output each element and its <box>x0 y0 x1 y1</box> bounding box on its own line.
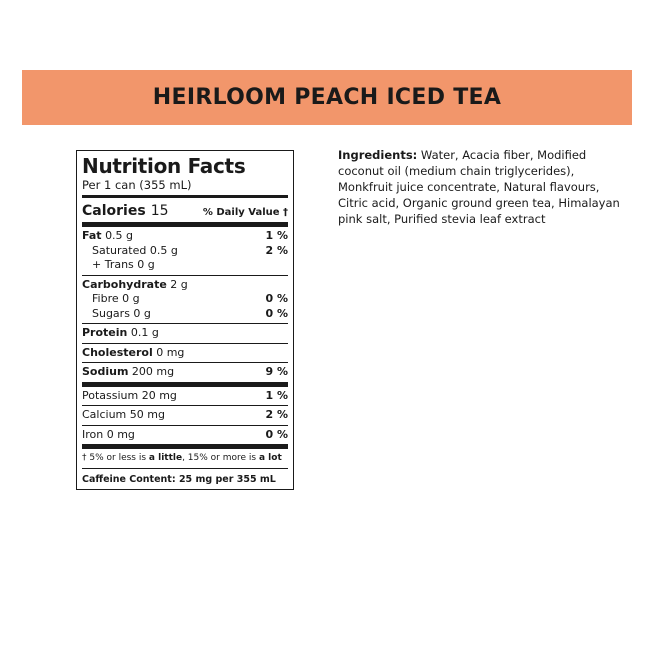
footnote-text: † 5% or less is <box>82 453 149 463</box>
footnote-little: a little <box>148 453 183 463</box>
cholesterol-amount: 0 mg <box>156 345 185 359</box>
sodium-pct: 9 % <box>265 365 288 378</box>
protein-amount: 0.1 g <box>130 326 159 339</box>
sodium-label: Sodium <box>82 365 129 378</box>
potassium-group <box>82 387 288 406</box>
trans-label: + Trans 0 g <box>92 258 155 271</box>
saturated-label: Saturated 0.5 g <box>92 243 178 257</box>
fibre-pct: 0 % <box>265 292 288 305</box>
fat-pct: 1 % <box>265 229 288 242</box>
calcium-pct: 2 % <box>265 408 288 421</box>
sugars-pct: 0 % <box>265 306 288 320</box>
ingredients-label: Ingredients: <box>338 148 418 162</box>
fat-amount: 0.5 g <box>105 229 134 242</box>
carb-label: Carbohydrate <box>82 277 167 291</box>
fibre-row <box>82 292 288 307</box>
caffeine-content: Caffeine Content: 25 mg per 355 mL <box>82 474 276 485</box>
trans-row <box>82 258 288 273</box>
cholesterol-label: Cholesterol <box>82 345 153 359</box>
cholesterol-row <box>82 346 288 361</box>
cholesterol-group <box>82 344 288 363</box>
footnote-text-mid: , 15% or more is <box>182 453 259 463</box>
ingredients-text: Water, Acacia fiber, Modified coconut oil (medium chain triglycerides), Monkfruit juice concentrate, Natural flavours, Citric acid, Organic ground green tea, Himalayan pink salt, Purified stevia leaf extract <box>338 148 620 226</box>
carb-amount: 2 g <box>170 277 188 291</box>
calcium-row <box>82 408 288 423</box>
serving-size: Per 1 can (355 mL) <box>82 178 192 192</box>
daily-value-header: % Daily Value † <box>202 207 288 218</box>
iron-group <box>82 426 288 445</box>
carb-row <box>82 278 288 293</box>
sodium-row <box>82 365 288 380</box>
calcium-label: Calcium 50 mg <box>82 408 165 421</box>
sugars-label: Sugars 0 g <box>92 306 151 320</box>
iron-label: Iron 0 mg <box>82 427 135 441</box>
product-title: HEIRLOOM PEACH ICED TEA <box>152 85 502 110</box>
sugars-row <box>82 307 288 322</box>
iron-pct: 0 % <box>265 427 288 441</box>
potassium-pct: 1 % <box>265 388 288 402</box>
sodium-group <box>82 363 288 382</box>
nutrition-facts-title: Nutrition Facts <box>82 154 246 178</box>
ingredients-block <box>338 147 628 227</box>
protein-label: Protein <box>82 326 128 339</box>
protein-row <box>82 326 288 341</box>
fat-row <box>82 229 288 244</box>
potassium-label: Potassium 20 mg <box>82 388 177 402</box>
daily-value-footnote <box>82 449 288 468</box>
calcium-group <box>82 406 288 425</box>
carb-group <box>82 276 288 324</box>
calories-value: 15 <box>150 203 169 219</box>
saturated-pct: 2 % <box>265 243 288 257</box>
nutrition-facts-table <box>76 150 294 490</box>
sodium-amount: 200 mg <box>131 365 175 378</box>
potassium-row <box>82 389 288 404</box>
protein-group <box>82 324 288 343</box>
fat-group <box>82 227 288 275</box>
fat-label: Fat <box>82 229 102 242</box>
fibre-label: Fibre 0 g <box>92 292 140 305</box>
calories-row <box>82 198 288 222</box>
calories-label: Calories <box>82 203 146 219</box>
saturated-row <box>82 244 288 259</box>
title-banner <box>22 70 632 125</box>
footnote-lot: a lot <box>258 453 282 463</box>
iron-row <box>82 428 288 443</box>
